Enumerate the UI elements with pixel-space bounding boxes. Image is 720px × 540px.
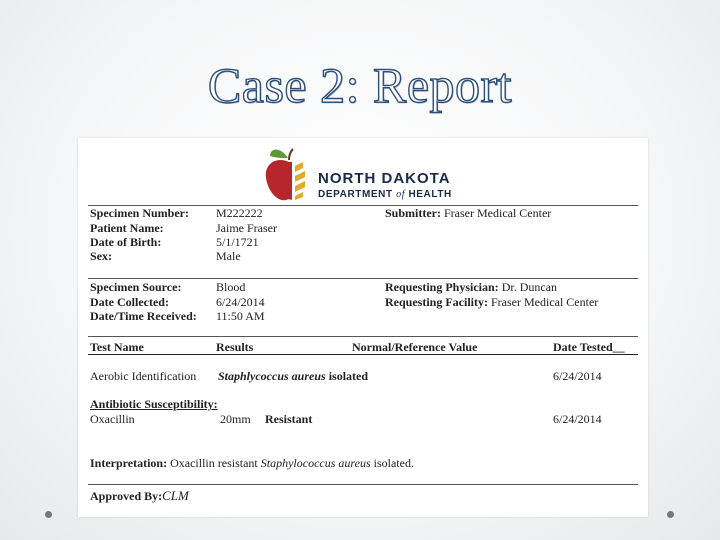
sex-label: Sex:	[90, 249, 112, 263]
aerobic-result: Staphlycoccus aureus isolated	[218, 369, 369, 383]
drug-date: 6/24/2014	[553, 412, 602, 426]
dob-label: Date of Birth:	[90, 235, 162, 249]
specimen-number-value: M222222	[216, 206, 263, 220]
susceptibility-result: Resistant	[265, 412, 313, 426]
logo-wordmark	[318, 170, 452, 200]
apple-wheat-logo-icon	[262, 146, 318, 204]
patient-name-label: Patient Name:	[90, 221, 164, 235]
susceptibility-heading: Antibiotic Susceptibility:	[90, 397, 218, 411]
approval: Approved By:CLM	[90, 488, 189, 503]
column-header-reference: Normal/Reference Value	[352, 340, 478, 354]
drug-name: Oxacillin	[90, 412, 135, 426]
column-header-date-tested: Date Tested__	[553, 340, 625, 354]
divider	[88, 336, 638, 337]
date-collected-value: 6/24/2014	[216, 295, 265, 309]
divider	[88, 278, 638, 279]
aerobic-date: 6/24/2014	[553, 369, 602, 383]
bullet-dot-icon	[667, 511, 674, 518]
specimen-number-label: Specimen Number:	[90, 206, 189, 220]
bullet-dot-icon	[45, 511, 52, 518]
column-header-results: Results	[216, 340, 254, 354]
sex-value: Male	[216, 249, 241, 263]
specimen-source-value: Blood	[216, 280, 246, 294]
divider	[88, 484, 638, 485]
slide-title: Case 2: Report	[207, 57, 513, 113]
column-header-test-name: Test Name	[90, 340, 144, 354]
submitter: Submitter: Fraser Medical Center	[385, 206, 552, 220]
dob-value: 5/1/1721	[216, 235, 259, 249]
requesting-facility: Requesting Facility: Fraser Medical Center	[385, 295, 599, 309]
logo-line-department: DEPARTMENT of HEALTH	[318, 189, 452, 200]
logo-line-north-dakota: NORTH DAKOTA	[318, 170, 451, 187]
date-collected-label: Date Collected:	[90, 295, 169, 309]
date-received-label: Date/Time Received:	[90, 309, 197, 323]
header-underline	[88, 354, 638, 355]
requesting-physician: Requesting Physician: Dr. Duncan	[385, 280, 558, 294]
patient-name-value: Jaime Fraser	[216, 221, 277, 235]
aerobic-test-name: Aerobic Identification	[90, 369, 197, 383]
interpretation: Interpretation: Oxacillin resistant Staphylococcus aureus isolated.	[90, 456, 414, 470]
specimen-source-label: Specimen Source:	[90, 280, 182, 294]
zone-size: 20mm	[220, 412, 251, 426]
signature: CLM	[162, 488, 189, 503]
date-received-value: 11:50 AM	[216, 309, 265, 323]
